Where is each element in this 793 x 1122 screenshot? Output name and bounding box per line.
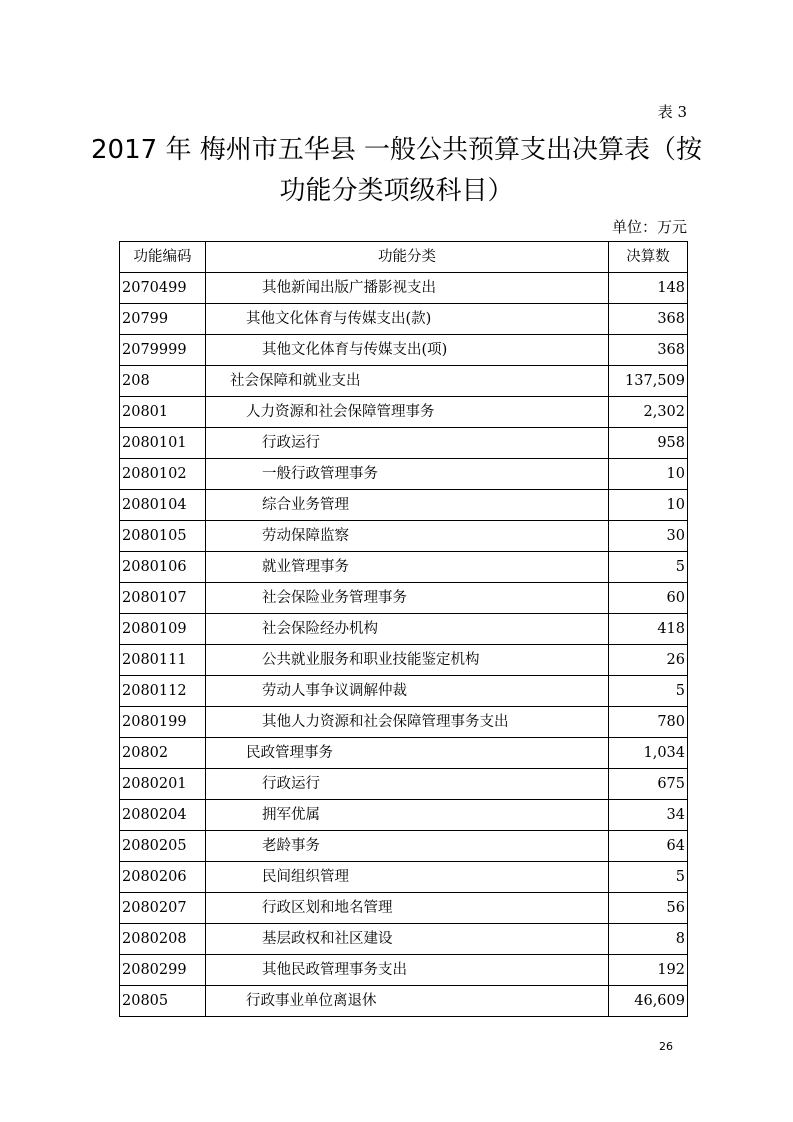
final-amount-cell: 46,609 [609, 986, 688, 1017]
final-amount-cell: 5 [609, 552, 688, 583]
function-code-cell: 2080111 [120, 645, 206, 676]
table-row [120, 397, 688, 428]
table-row [120, 769, 688, 800]
unit-label: 单位：万元 [611, 218, 687, 236]
table-row [120, 676, 688, 707]
function-code-cell: 2070499 [120, 273, 206, 304]
function-category-cell: 老龄事务 [206, 831, 609, 862]
function-category-cell: 就业管理事务 [206, 552, 609, 583]
final-amount-cell: 2,302 [609, 397, 688, 428]
header-amount: 决算数 [609, 242, 688, 273]
header-category: 功能分类 [206, 242, 609, 273]
table-row [120, 428, 688, 459]
function-category-cell: 其他文化体育与传媒支出(款) [206, 304, 609, 335]
function-category-cell: 其他民政管理事务支出 [206, 955, 609, 986]
function-category-cell: 民间组织管理 [206, 862, 609, 893]
final-amount-cell: 148 [609, 273, 688, 304]
function-category-cell: 综合业务管理 [206, 490, 609, 521]
function-code-cell: 20805 [120, 986, 206, 1017]
table-row [120, 955, 688, 986]
final-amount-cell: 958 [609, 428, 688, 459]
table-row [120, 738, 688, 769]
function-code-cell: 2080105 [120, 521, 206, 552]
final-amount-cell: 368 [609, 304, 688, 335]
final-amount-cell: 26 [609, 645, 688, 676]
final-amount-cell: 30 [609, 521, 688, 552]
page-number: 26 [659, 1040, 673, 1053]
final-amount-cell: 34 [609, 800, 688, 831]
table-row [120, 304, 688, 335]
function-category-cell: 公共就业服务和职业技能鉴定机构 [206, 645, 609, 676]
final-amount-cell: 1,034 [609, 738, 688, 769]
final-amount-cell: 368 [609, 335, 688, 366]
function-code-cell: 2080112 [120, 676, 206, 707]
function-category-cell: 基层政权和社区建设 [206, 924, 609, 955]
function-category-cell: 社会保障和就业支出 [206, 366, 609, 397]
final-amount-cell: 418 [609, 614, 688, 645]
function-category-cell: 行政事业单位离退休 [206, 986, 609, 1017]
function-code-cell: 2080208 [120, 924, 206, 955]
function-code-cell: 2080106 [120, 552, 206, 583]
function-code-cell: 2080101 [120, 428, 206, 459]
function-category-cell: 其他文化体育与传媒支出(项) [206, 335, 609, 366]
function-code-cell: 2080102 [120, 459, 206, 490]
final-amount-cell: 64 [609, 831, 688, 862]
function-category-cell: 拥军优属 [206, 800, 609, 831]
table-row [120, 273, 688, 304]
final-amount-cell: 56 [609, 893, 688, 924]
function-code-cell: 208 [120, 366, 206, 397]
table-row [120, 893, 688, 924]
document-title-line1: 2017 年 梅州市五华县 一般公共预算支出决算表（按 [91, 135, 702, 165]
function-code-cell: 20801 [120, 397, 206, 428]
function-category-cell: 行政运行 [206, 769, 609, 800]
final-amount-cell: 675 [609, 769, 688, 800]
table-row [120, 800, 688, 831]
table-row [120, 645, 688, 676]
function-code-cell: 2080206 [120, 862, 206, 893]
table-row [120, 366, 688, 397]
function-category-cell: 行政运行 [206, 428, 609, 459]
table-body [120, 273, 688, 1017]
table-row [120, 862, 688, 893]
function-code-cell: 2080104 [120, 490, 206, 521]
final-amount-cell: 5 [609, 676, 688, 707]
final-amount-cell: 60 [609, 583, 688, 614]
function-category-cell: 劳动保障监察 [206, 521, 609, 552]
table-label: 表 3 [657, 103, 687, 121]
function-category-cell: 其他新闻出版广播影视支出 [206, 273, 609, 304]
table-row [120, 924, 688, 955]
final-amount-cell: 137,509 [609, 366, 688, 397]
table-row [120, 614, 688, 645]
function-category-cell: 劳动人事争议调解仲裁 [206, 676, 609, 707]
function-category-cell: 民政管理事务 [206, 738, 609, 769]
document-title-line2: 功能分类项级科目） [279, 176, 514, 206]
function-category-cell: 其他人力资源和社会保障管理事务支出 [206, 707, 609, 738]
table-row [120, 490, 688, 521]
function-code-cell: 2080107 [120, 583, 206, 614]
function-code-cell: 2080201 [120, 769, 206, 800]
function-code-cell: 2079999 [120, 335, 206, 366]
function-code-cell: 20802 [120, 738, 206, 769]
function-code-cell: 2080109 [120, 614, 206, 645]
function-category-cell: 行政区划和地名管理 [206, 893, 609, 924]
function-category-cell: 社会保险业务管理事务 [206, 583, 609, 614]
header-code: 功能编码 [120, 242, 206, 273]
function-category-cell: 人力资源和社会保障管理事务 [206, 397, 609, 428]
function-category-cell: 社会保险经办机构 [206, 614, 609, 645]
function-code-cell: 20799 [120, 304, 206, 335]
table-row [120, 583, 688, 614]
function-code-cell: 2080207 [120, 893, 206, 924]
final-amount-cell: 10 [609, 459, 688, 490]
function-code-cell: 2080199 [120, 707, 206, 738]
table-row [120, 552, 688, 583]
final-amount-cell: 8 [609, 924, 688, 955]
final-amount-cell: 192 [609, 955, 688, 986]
final-amount-cell: 5 [609, 862, 688, 893]
table-row [120, 521, 688, 552]
final-amount-cell: 10 [609, 490, 688, 521]
table-header-row [120, 242, 688, 273]
function-code-cell: 2080204 [120, 800, 206, 831]
function-code-cell: 2080299 [120, 955, 206, 986]
table-row [120, 707, 688, 738]
function-category-cell: 一般行政管理事务 [206, 459, 609, 490]
final-amount-cell: 780 [609, 707, 688, 738]
table-row [120, 831, 688, 862]
table-row [120, 335, 688, 366]
table-row [120, 459, 688, 490]
expenditure-table [119, 241, 688, 1017]
table-row [120, 986, 688, 1017]
function-code-cell: 2080205 [120, 831, 206, 862]
